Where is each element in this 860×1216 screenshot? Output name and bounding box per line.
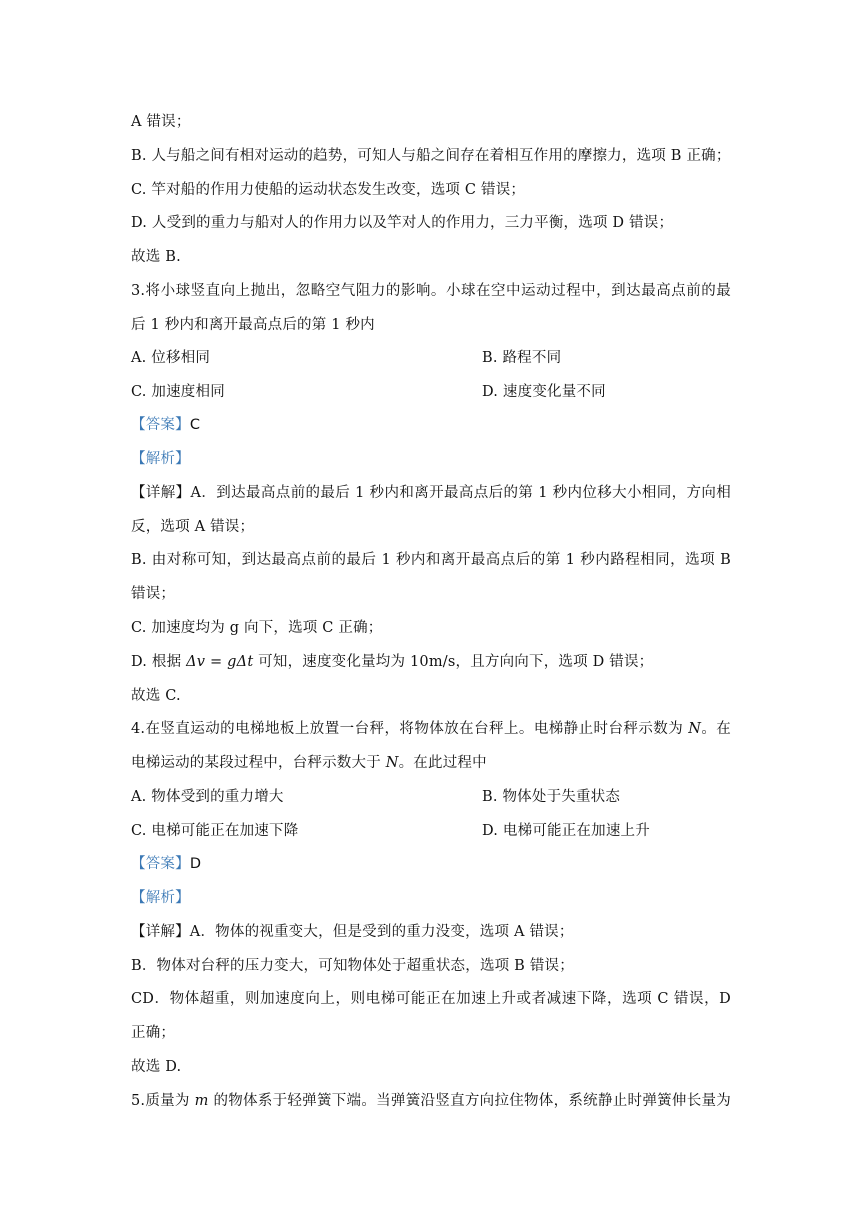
detail-line: 错误； (131, 586, 176, 602)
analysis-tag: 【解析】 (131, 890, 190, 906)
variable-n: N (688, 721, 702, 737)
analysis-line (131, 888, 731, 908)
stem-text: 。在 (701, 721, 731, 737)
variable-n: N (385, 755, 399, 771)
detail-line: 【详解】A．到达最高点前的最后 1 秒内和离开最高点后的第 1 秒内位移大小相同，方向相 (131, 485, 731, 501)
option-c: C. 电梯可能正在加速下降 (131, 823, 299, 839)
option-d: D. 电梯可能正在加速上升 (482, 823, 650, 839)
answer-value: C (189, 417, 201, 433)
variable-m: m (194, 1093, 209, 1109)
answer-value: D (189, 856, 202, 872)
answer-line (131, 415, 731, 435)
question-4-stem (131, 753, 731, 773)
option-b: B. 路程不同 (482, 350, 562, 366)
option-b: B. 物体处于失重状态 (482, 789, 621, 805)
stem-text: 的物体系于轻弹簧下端。当弹簧沿竖直方向拉住物体，系统静止时弹簧伸长量为 (208, 1093, 731, 1109)
question-4-options-row (131, 821, 731, 841)
option-a: A. 位移相同 (131, 350, 211, 366)
option-c: C. 加速度相同 (131, 384, 225, 400)
answer-line (131, 854, 731, 874)
detail-line: B．物体对台秤的压力变大，可知物体处于超重状态，选项 B 错误； (131, 958, 574, 974)
formula: Δv = gΔt (186, 654, 254, 670)
detail-text: D. 根据 (131, 654, 187, 670)
option-a: A. 物体受到的重力增大 (131, 789, 284, 805)
detail-line: 反，选项 A 错误； (131, 519, 255, 535)
stem-text: 。在此过程中 (398, 755, 487, 771)
question-4-stem (131, 719, 731, 739)
detail-line: 正确； (131, 1025, 176, 1041)
question-3-options-row (131, 382, 731, 402)
detail-line: CD．物体超重，则加速度向上，则电梯可能正在加速上升或者减速下降，选项 C 错误，D (131, 991, 731, 1007)
option-d: D. 速度变化量不同 (482, 384, 606, 400)
detail-line: B. 由对称可知，到达最高点前的最后 1 秒内和离开最高点后的第 1 秒内路程相同，选项 B (131, 552, 731, 568)
stem-text: 5.质量为 (131, 1093, 195, 1109)
text-line: 故选 B. (131, 249, 181, 265)
stem-text: 4.在竖直运动的电梯地板上放置一台秤，将物体放在台秤上。电梯静止时台秤示数为 (131, 721, 689, 737)
question-3-options-row (131, 348, 731, 368)
text-line: A 错误； (131, 114, 191, 130)
detail-line: 【详解】A．物体的视重变大，但是受到的重力没变，选项 A 错误； (131, 924, 574, 940)
detail-text: 可知，速度变化量均为 10m/s，且方向向下，选项 D 错误； (253, 654, 654, 670)
text-line: C. 竿对船的作用力使船的运动状态发生改变，选项 C 错误； (131, 182, 526, 198)
conclusion-line: 故选 D. (131, 1059, 182, 1075)
question-3-stem: 后 1 秒内和离开最高点后的第 1 秒内 (131, 317, 375, 333)
conclusion-line: 故选 C. (131, 688, 181, 704)
text-line: D. 人受到的重力与船对人的作用力以及竿对人的作用力，三力平衡，选项 D 错误； (131, 215, 674, 231)
stem-text: 电梯运动的某段过程中，台秤示数大于 (131, 755, 386, 771)
detail-line: C. 加速度均为 g 向下，选项 C 正确； (131, 620, 383, 636)
question-5-stem (131, 1091, 731, 1111)
question-4-options-row (131, 787, 731, 807)
question-3-stem: 3.将小球竖直向上抛出，忽略空气阻力的影响。小球在空中运动过程中，到达最高点前的最 (131, 283, 731, 299)
detail-line (131, 652, 731, 672)
analysis-line (131, 449, 731, 469)
analysis-tag: 【解析】 (131, 451, 190, 467)
text-line: B. 人与船之间有相对运动的趋势，可知人与船之间存在着相互作用的摩擦力，选项 B 正确； (131, 148, 731, 164)
answer-tag: 【答案】 (131, 417, 190, 433)
answer-tag: 【答案】 (131, 856, 190, 872)
